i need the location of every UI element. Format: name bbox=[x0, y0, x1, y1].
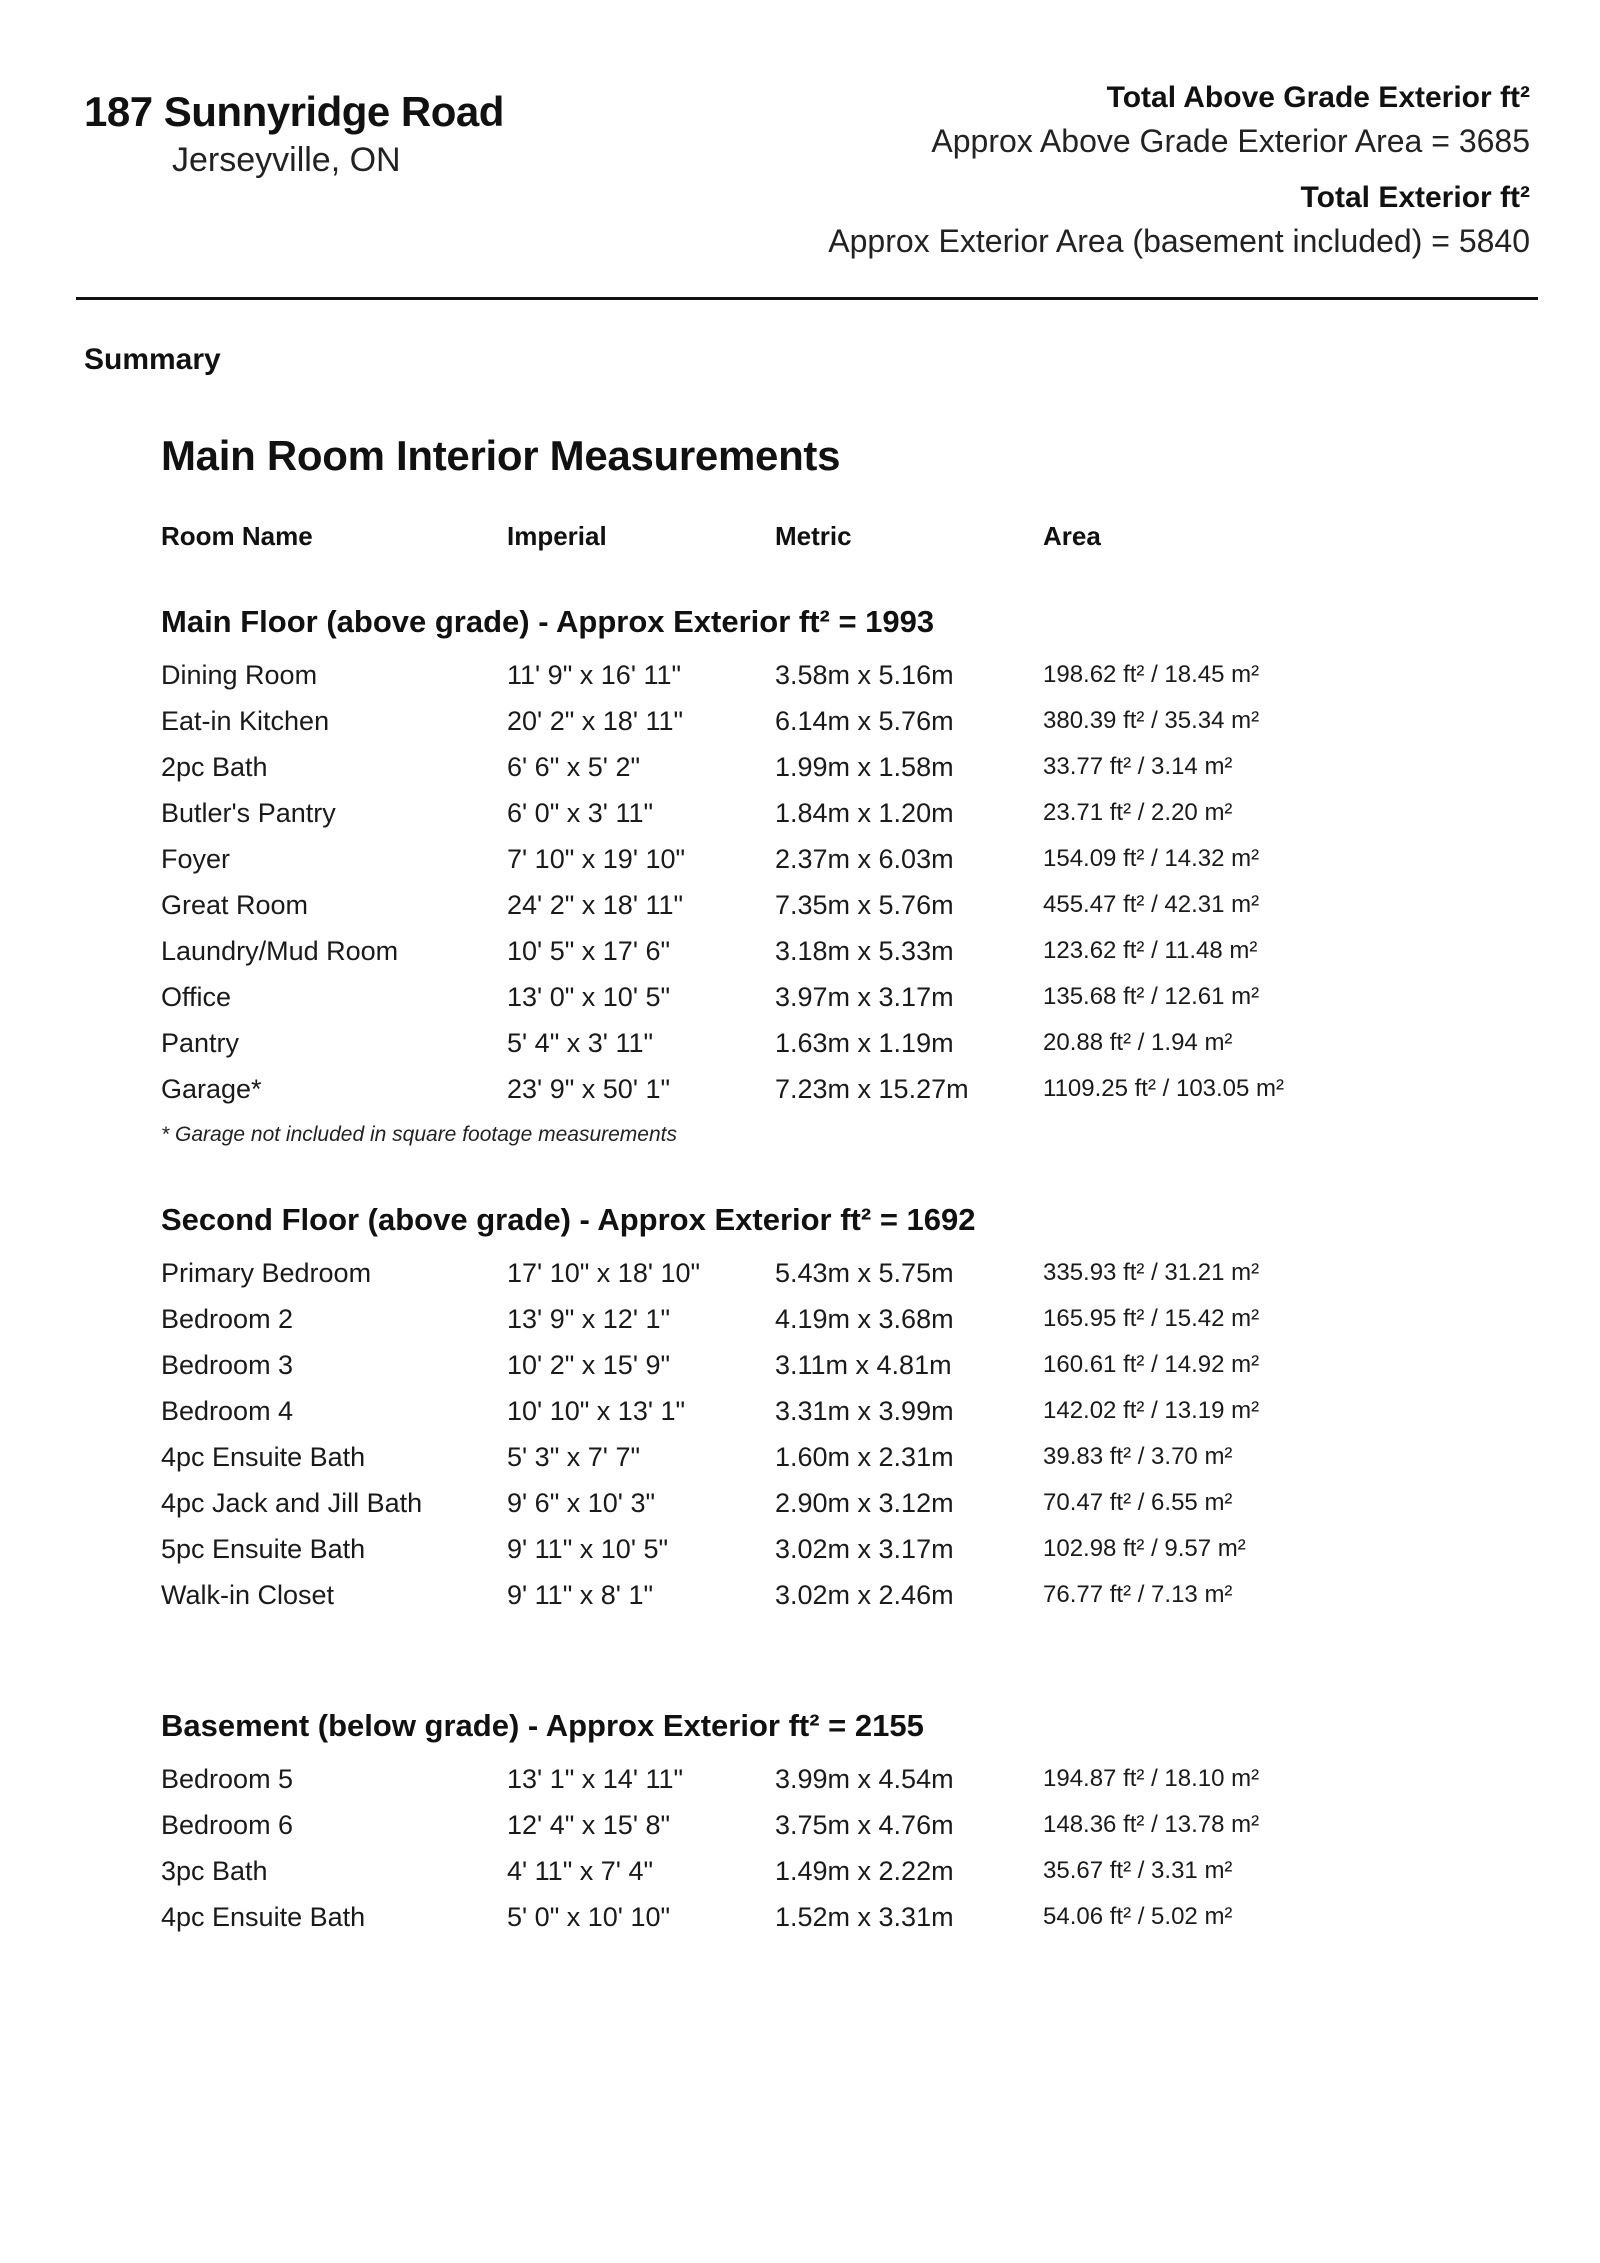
metric-dimensions: 7.35m x 5.76m bbox=[775, 890, 954, 920]
metric-dimensions: 1.63m x 1.19m bbox=[775, 1028, 954, 1058]
room-area: 33.77 ft² / 3.14 m² bbox=[1043, 753, 1233, 780]
table-row bbox=[0, 974, 1600, 1020]
room-area: 54.06 ft² / 5.02 m² bbox=[1043, 1903, 1233, 1930]
room-area: 135.68 ft² / 12.61 m² bbox=[1043, 983, 1260, 1010]
table-row bbox=[0, 1296, 1600, 1342]
table-row bbox=[0, 652, 1600, 698]
room-area: 142.02 ft² / 13.19 m² bbox=[1043, 1397, 1260, 1424]
room-area: 20.88 ft² / 1.94 m² bbox=[1043, 1029, 1233, 1056]
imperial-dimensions: 10' 2" x 15' 9" bbox=[507, 1350, 671, 1380]
city-province: Jerseyville, ON bbox=[172, 141, 401, 179]
metric-dimensions: 1.60m x 2.31m bbox=[775, 1442, 954, 1472]
imperial-dimensions: 4' 11" x 7' 4" bbox=[507, 1856, 654, 1886]
imperial-dimensions: 24' 2" x 18' 11" bbox=[507, 890, 684, 920]
imperial-dimensions: 5' 4" x 3' 11" bbox=[507, 1028, 654, 1058]
metric-dimensions: 3.99m x 4.54m bbox=[775, 1764, 954, 1794]
imperial-dimensions: 6' 0" x 3' 11" bbox=[507, 798, 654, 828]
section-title-main-floor: Main Floor (above grade) - Approx Exterior ft² = 1993 bbox=[161, 604, 935, 639]
room-name: Bedroom 3 bbox=[161, 1350, 294, 1380]
room-name: Bedroom 5 bbox=[161, 1764, 294, 1794]
room-area: 165.95 ft² / 15.42 m² bbox=[1043, 1305, 1260, 1332]
room-name: Foyer bbox=[161, 844, 231, 874]
table-row bbox=[0, 1802, 1600, 1848]
garage-footnote: * Garage not included in square footage measurements bbox=[161, 1123, 677, 1146]
total-exterior-value: Approx Exterior Area (basement included) = 5840 bbox=[828, 223, 1530, 259]
room-area: 455.47 ft² / 42.31 m² bbox=[1043, 891, 1260, 918]
column-header-imperial: Imperial bbox=[507, 521, 607, 551]
table-row bbox=[0, 1756, 1600, 1802]
room-name: 3pc Bath bbox=[161, 1856, 268, 1886]
room-name: Bedroom 2 bbox=[161, 1304, 294, 1334]
exterior-totals bbox=[828, 78, 1530, 264]
imperial-dimensions: 9' 6" x 10' 3" bbox=[507, 1488, 656, 1518]
imperial-dimensions: 5' 3" x 7' 7" bbox=[507, 1442, 641, 1472]
table-row bbox=[0, 1572, 1600, 1618]
imperial-dimensions: 11' 9" x 16' 11" bbox=[507, 660, 682, 690]
room-name: Pantry bbox=[161, 1028, 240, 1058]
table-row bbox=[0, 1066, 1600, 1112]
metric-dimensions: 3.02m x 3.17m bbox=[775, 1534, 954, 1564]
imperial-dimensions: 9' 11" x 8' 1" bbox=[507, 1580, 654, 1610]
table-row bbox=[0, 928, 1600, 974]
metric-dimensions: 2.37m x 6.03m bbox=[775, 844, 954, 874]
room-name: 2pc Bath bbox=[161, 752, 268, 782]
metric-dimensions: 3.18m x 5.33m bbox=[775, 936, 954, 966]
room-area: 70.47 ft² / 6.55 m² bbox=[1043, 1489, 1233, 1516]
room-area: 335.93 ft² / 31.21 m² bbox=[1043, 1259, 1260, 1286]
room-name: Bedroom 6 bbox=[161, 1810, 294, 1840]
imperial-dimensions: 10' 10" x 13' 1" bbox=[507, 1396, 686, 1426]
room-area: 160.61 ft² / 14.92 m² bbox=[1043, 1351, 1260, 1378]
table-row bbox=[0, 1848, 1600, 1894]
table-row bbox=[0, 836, 1600, 882]
metric-dimensions: 3.75m x 4.76m bbox=[775, 1810, 954, 1840]
imperial-dimensions: 9' 11" x 10' 5" bbox=[507, 1534, 669, 1564]
room-name: Primary Bedroom bbox=[161, 1258, 372, 1288]
metric-dimensions: 3.31m x 3.99m bbox=[775, 1396, 954, 1426]
imperial-dimensions: 6' 6" x 5' 2" bbox=[507, 752, 641, 782]
metric-dimensions: 6.14m x 5.76m bbox=[775, 706, 954, 736]
metric-dimensions: 1.84m x 1.20m bbox=[775, 798, 954, 828]
column-header-metric: Metric bbox=[775, 521, 852, 551]
page-title: Main Room Interior Measurements bbox=[161, 432, 841, 479]
above-grade-value: Approx Above Grade Exterior Area = 3685 bbox=[931, 123, 1530, 159]
column-header-room-name: Room Name bbox=[161, 521, 313, 551]
table-row bbox=[0, 1894, 1600, 1940]
room-name: Eat-in Kitchen bbox=[161, 706, 330, 736]
table-row bbox=[0, 1020, 1600, 1066]
room-area: 39.83 ft² / 3.70 m² bbox=[1043, 1443, 1233, 1470]
total-exterior-heading: Total Exterior ft² bbox=[1300, 181, 1530, 214]
room-name: Office bbox=[161, 982, 232, 1012]
metric-dimensions: 1.52m x 3.31m bbox=[775, 1902, 954, 1932]
property-address bbox=[84, 86, 504, 182]
column-header-area: Area bbox=[1043, 521, 1101, 551]
metric-dimensions: 3.02m x 2.46m bbox=[775, 1580, 954, 1610]
metric-dimensions: 3.97m x 3.17m bbox=[775, 982, 954, 1012]
room-name: Dining Room bbox=[161, 660, 318, 690]
imperial-dimensions: 12' 4" x 15' 8" bbox=[507, 1810, 671, 1840]
room-name: Butler's Pantry bbox=[161, 798, 336, 828]
table-row bbox=[0, 1480, 1600, 1526]
imperial-dimensions: 10' 5" x 17' 6" bbox=[507, 936, 671, 966]
table-row bbox=[0, 1342, 1600, 1388]
room-name: Garage* bbox=[161, 1074, 262, 1104]
room-name: Laundry/Mud Room bbox=[161, 936, 399, 966]
room-name: 4pc Ensuite Bath bbox=[161, 1442, 366, 1472]
metric-dimensions: 2.90m x 3.12m bbox=[775, 1488, 954, 1518]
room-area: 23.71 ft² / 2.20 m² bbox=[1043, 799, 1233, 826]
imperial-dimensions: 13' 1" x 14' 11" bbox=[507, 1764, 684, 1794]
room-area: 148.36 ft² / 13.78 m² bbox=[1043, 1811, 1260, 1838]
room-area: 123.62 ft² / 11.48 m² bbox=[1043, 937, 1258, 964]
metric-dimensions: 1.49m x 2.22m bbox=[775, 1856, 954, 1886]
metric-dimensions: 5.43m x 5.75m bbox=[775, 1258, 954, 1288]
table-row bbox=[0, 790, 1600, 836]
imperial-dimensions: 13' 0" x 10' 5" bbox=[507, 982, 671, 1012]
above-grade-heading: Total Above Grade Exterior ft² bbox=[1106, 81, 1530, 114]
street-address: 187 Sunnyridge Road bbox=[84, 88, 504, 135]
imperial-dimensions: 13' 9" x 12' 1" bbox=[507, 1304, 671, 1334]
section-title-second-floor: Second Floor (above grade) - Approx Exterior ft² = 1692 bbox=[161, 1202, 976, 1237]
metric-dimensions: 4.19m x 3.68m bbox=[775, 1304, 954, 1334]
room-area: 194.87 ft² / 18.10 m² bbox=[1043, 1765, 1260, 1792]
room-area: 154.09 ft² / 14.32 m² bbox=[1043, 845, 1260, 872]
room-area: 102.98 ft² / 9.57 m² bbox=[1043, 1535, 1246, 1562]
imperial-dimensions: 17' 10" x 18' 10" bbox=[507, 1258, 701, 1288]
imperial-dimensions: 20' 2" x 18' 11" bbox=[507, 706, 684, 736]
room-area: 1109.25 ft² / 103.05 m² bbox=[1043, 1075, 1285, 1102]
room-name: Bedroom 4 bbox=[161, 1396, 294, 1426]
table-row bbox=[0, 1250, 1600, 1296]
room-name: 5pc Ensuite Bath bbox=[161, 1534, 366, 1564]
table-row bbox=[0, 698, 1600, 744]
table-row bbox=[0, 744, 1600, 790]
header-divider bbox=[76, 297, 1538, 300]
imperial-dimensions: 7' 10" x 19' 10" bbox=[507, 844, 686, 874]
table-row bbox=[0, 1388, 1600, 1434]
table-row bbox=[0, 1434, 1600, 1480]
table-row bbox=[0, 1526, 1600, 1572]
room-area: 76.77 ft² / 7.13 m² bbox=[1043, 1581, 1233, 1608]
room-name: 4pc Ensuite Bath bbox=[161, 1902, 366, 1932]
room-area: 35.67 ft² / 3.31 m² bbox=[1043, 1857, 1233, 1884]
metric-dimensions: 3.58m x 5.16m bbox=[775, 660, 954, 690]
room-name: Great Room bbox=[161, 890, 309, 920]
room-area: 380.39 ft² / 35.34 m² bbox=[1043, 707, 1260, 734]
section-title-basement: Basement (below grade) - Approx Exterior ft² = 2155 bbox=[161, 1708, 924, 1743]
imperial-dimensions: 5' 0" x 10' 10" bbox=[507, 1902, 671, 1932]
metric-dimensions: 3.11m x 4.81m bbox=[775, 1350, 952, 1380]
room-area: 198.62 ft² / 18.45 m² bbox=[1043, 661, 1260, 688]
metric-dimensions: 1.99m x 1.58m bbox=[775, 752, 954, 782]
table-row bbox=[0, 882, 1600, 928]
room-name: Walk-in Closet bbox=[161, 1580, 335, 1610]
summary-label: Summary bbox=[84, 343, 221, 376]
room-name: 4pc Jack and Jill Bath bbox=[161, 1488, 423, 1518]
metric-dimensions: 7.23m x 15.27m bbox=[775, 1074, 969, 1104]
imperial-dimensions: 23' 9" x 50' 1" bbox=[507, 1074, 671, 1104]
